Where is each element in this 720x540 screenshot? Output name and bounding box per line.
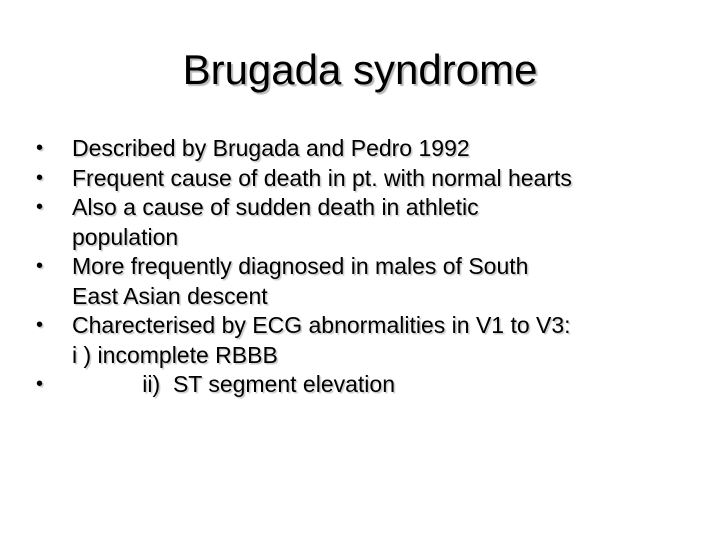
bullet-item-4 [36, 252, 696, 311]
bullet-icon: • [36, 137, 44, 159]
bullet-icon: • [36, 255, 44, 277]
bullet-text-continuation: East Asian descent [72, 282, 268, 309]
bullet-item-1 [36, 134, 696, 164]
bullet-icon: • [36, 196, 44, 218]
bullet-item-2 [36, 164, 696, 194]
bullet-text-continuation: population [72, 223, 179, 250]
bullet-list [36, 134, 696, 400]
slide-title: Brugada syndrome [182, 46, 538, 93]
bullet-text: ii) ST segment elevation [72, 371, 395, 397]
bullet-text: Also a cause of sudden death in athletic [72, 194, 479, 220]
bullet-text: More frequently diagnosed in males of South [72, 253, 529, 279]
bullet-text: Charecterised by ECG abnormalities in V1 to V3: [72, 312, 571, 338]
bullet-icon: • [36, 373, 44, 395]
bullet-text: Frequent cause of death in pt. with normal hearts [72, 164, 572, 191]
bullet-item-6 [36, 370, 696, 400]
bullet-text-continuation: i ) incomplete RBBB [72, 341, 278, 368]
bullet-item-5 [36, 311, 696, 370]
bullet-text: Described by Brugada and Pedro 1992 [72, 135, 470, 161]
bullet-icon: • [36, 314, 44, 336]
bullet-icon: • [36, 166, 44, 189]
bullet-item-3 [36, 193, 696, 252]
